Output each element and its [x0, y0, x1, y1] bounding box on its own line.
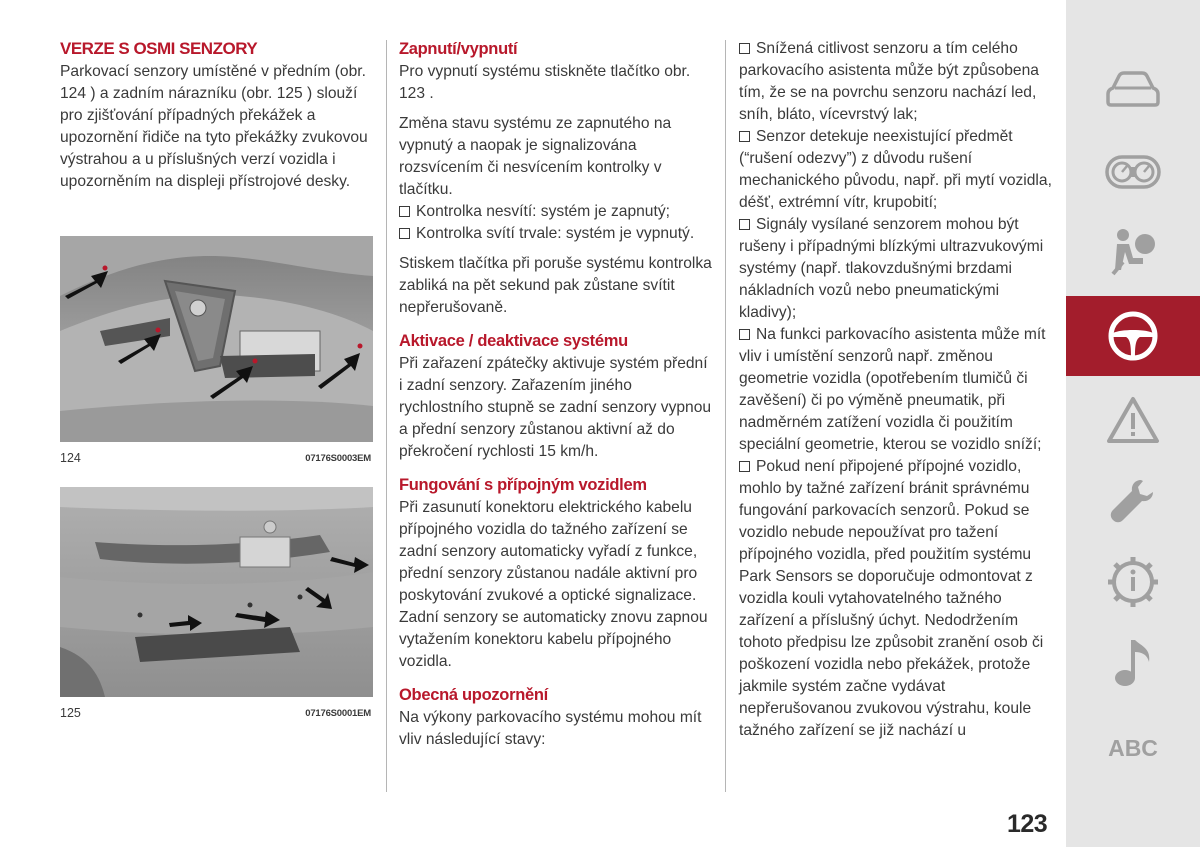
column-divider	[386, 40, 387, 792]
figure-code: 07176S0003EM	[305, 453, 371, 464]
paragraph: Na výkony parkovacího systému mohou mít vliv následující stavy:	[399, 709, 702, 748]
column-1	[60, 38, 378, 201]
checkbox-bullet-icon	[399, 206, 410, 217]
dashboard-icon[interactable]	[1066, 142, 1200, 202]
front-bumper-illustration	[60, 236, 373, 442]
rear-bumper-illustration	[60, 487, 373, 697]
column-2	[399, 38, 712, 759]
list-item-text: Senzor detekuje neexistující předmět (“rušení odezvy”) z důvodu rušení mechanického původu, např. při mytí vozidla, déšť, extrémní vítr, krupobití;	[739, 128, 1052, 211]
column-divider	[725, 40, 726, 792]
paragraph: Při zařazení zpátečky aktivuje systém přední i zadní senzory. Zařazením jiného rychlostního stupně se zadní senzory vypnou a přední senzory zůstanou aktivní až do překročení rychlosti 15 km/h.	[399, 355, 712, 460]
chapter-sidebar	[1066, 0, 1200, 847]
paragraph: Při zasunutí konektoru elektrického kabelu přípojného vozidla do tažného zařízení se zadní senzory automaticky vyřadí z funkce, přední senzory zůstanou nadále aktivní pro poskytování zvukové a optické signalizace. Zadní senzory se automaticky znovu zapnou vytažením konektoru kabelu přípojného vozidla.	[399, 499, 708, 670]
page-number: 123	[1007, 810, 1048, 838]
paragraph: Změna stavu systému ze zapnutého na vypnutý a naopak je signalizována rozsvícením či nesvícením kontrolky v tlačítku.	[399, 115, 672, 198]
section-heading: Fungování s přípojným vozidlem	[399, 476, 647, 494]
checkbox-bullet-icon	[739, 461, 750, 472]
list-item-text: Signály vysílané senzorem mohou být rušeny i případnými blízkými ultrazvukovými systémy (např. tlakovzdušnými brzdami nákladních vozů nebo pneumatickými kladivy);	[739, 216, 1044, 321]
section-heading: Aktivace / deaktivace systému	[399, 332, 628, 350]
checkbox-bullet-icon	[739, 329, 750, 340]
abc-icon[interactable]	[1066, 718, 1200, 778]
intro-paragraph: Parkovací senzory umístěné v předním (obr. 124 ) a zadním nárazníku (obr. 125 ) slouží pro zjišťování případných překážek a upozornění řidiče na tyto překážky zvukovou výstrahou a u příslušných verzí vozidla i upozorněním na displeji přístrojové desky.	[60, 63, 368, 190]
front-bumper-sensors-photo	[60, 236, 373, 442]
paragraph: Pro vypnutí systému stiskněte tlačítko obr. 123 .	[399, 63, 691, 102]
wrench-icon[interactable]	[1066, 472, 1200, 532]
section-heading: VERZE S OSMI SENZORY	[60, 39, 258, 58]
list-item	[739, 38, 1053, 126]
list-item	[739, 214, 1053, 324]
checkbox-bullet-icon	[399, 228, 410, 239]
section-heading: Obecná upozornění	[399, 686, 548, 704]
car-icon[interactable]	[1066, 60, 1200, 120]
warning-triangle-icon[interactable]	[1066, 390, 1200, 450]
list-item	[399, 201, 712, 223]
abc-label: ABC	[1108, 734, 1158, 761]
list-item-text: Snížená citlivost senzoru a tím celého parkovacího asistenta může být způsobena tím, že se na povrchu senzoru nachází led, sníh, bláto, vícevrstvý lak;	[739, 40, 1039, 123]
checkbox-bullet-icon	[739, 43, 750, 54]
paragraph: Stiskem tlačítka při poruše systému kontrolka zabliká na pět sekund pak zůstane svítit nepřerušovaně.	[399, 255, 712, 316]
rear-bumper-sensors-photo	[60, 487, 373, 697]
section-heading: Zapnutí/vypnutí	[399, 40, 518, 58]
list-item	[399, 223, 712, 245]
list-item-text: Kontrolka svítí trvale: systém je vypnutý.	[416, 225, 695, 242]
list-item-text: Na funkci parkovacího asistenta může mít vliv i umístění senzorů např. změnou geometrie vozidla (opotřebením tlumičů či zavěšení) či po výměně pneumatik, při nadměrném zatížení vozidla či použitím speciální geometrie, kterou se vozidlo sníží;	[739, 326, 1046, 453]
checkbox-bullet-icon	[739, 131, 750, 142]
list-item	[739, 324, 1053, 456]
airbag-person-icon[interactable]	[1066, 222, 1200, 282]
music-note-icon[interactable]	[1066, 632, 1200, 692]
list-item-text: Kontrolka nesvítí: systém je zapnutý;	[416, 203, 670, 220]
list-item	[739, 456, 1053, 742]
steering-wheel-icon[interactable]	[1066, 296, 1200, 376]
figure-number: 125	[60, 706, 81, 720]
list-item-text: Pokud není připojené přípojné vozidlo, mohlo by tažné zařízení bránit správnému fungování parkovacích senzorů. Pokud se vozidlo nebude nepoužívat pro tažení přípojného vozidla, před použitím systému Park Sensors se doporučuje odmontovat z vozidla kouli vytahovatelného tažného zařízení a příslušný úchyt. Nedodržením tohoto předpisu lze způsobit zranění osob či poškození vozidla nebo překážek, protože jakmile systém začne vydávat nepřerušovanou zvukovou výstrahu, koule tažného zařízení se již nachází u	[739, 458, 1044, 739]
info-gear-icon[interactable]	[1066, 552, 1200, 612]
figure-code: 07176S0001EM	[305, 708, 371, 719]
figure-number: 124	[60, 451, 81, 465]
list-item	[739, 126, 1053, 214]
column-3	[739, 38, 1053, 742]
checkbox-bullet-icon	[739, 219, 750, 230]
